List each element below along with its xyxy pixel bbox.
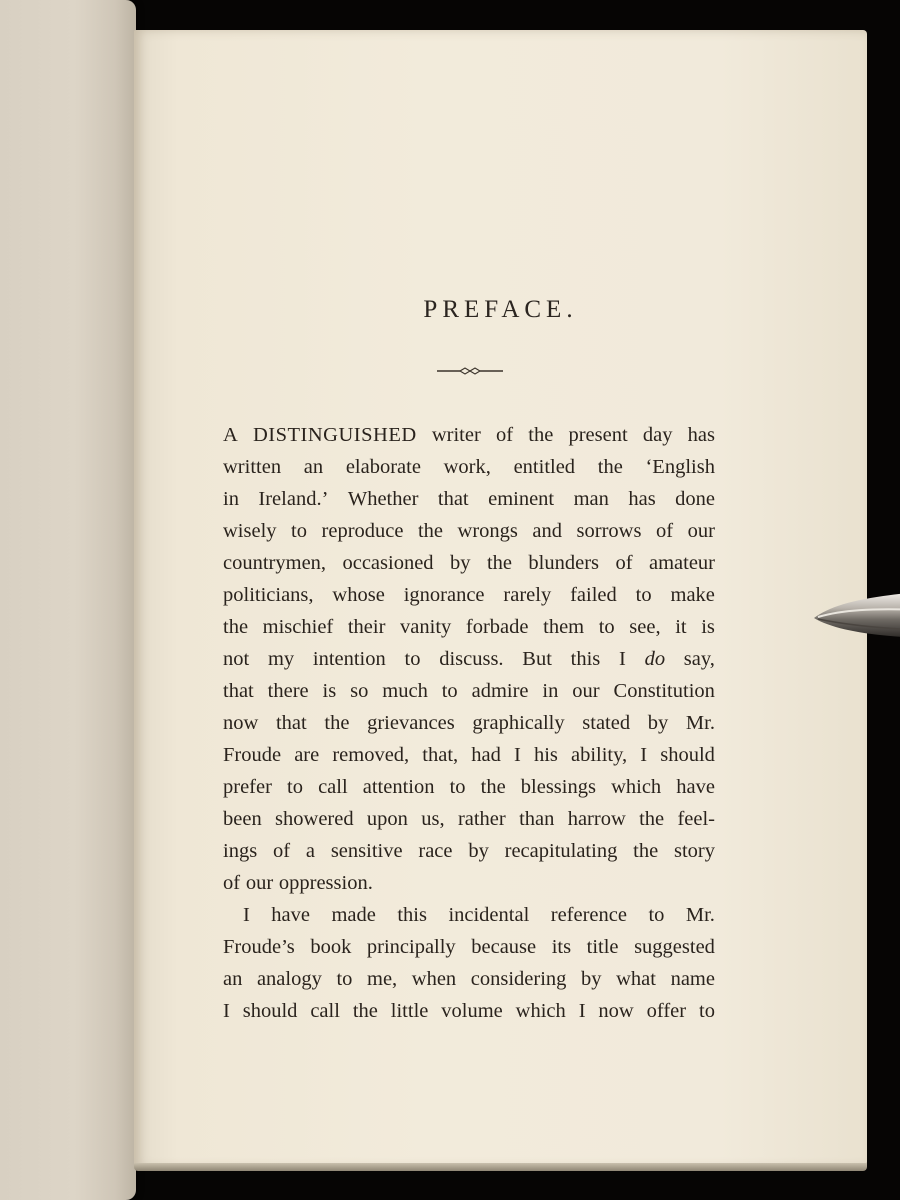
word: what	[616, 968, 656, 990]
word: politicians,	[223, 584, 314, 606]
text-line	[223, 611, 715, 643]
word: wrongs	[457, 520, 518, 542]
word: A	[223, 424, 238, 446]
word: removed,	[332, 744, 410, 766]
word: to	[336, 968, 353, 990]
word: But	[522, 648, 552, 670]
word: Constitution	[613, 680, 715, 702]
word: showered	[275, 808, 354, 830]
word: by	[468, 840, 489, 862]
word: Froude	[223, 744, 282, 766]
word: reference	[550, 904, 627, 926]
word: present	[568, 424, 628, 446]
word: of	[223, 872, 241, 894]
word: the	[486, 552, 512, 574]
word: blessings	[520, 776, 596, 798]
word: the	[324, 712, 350, 734]
word: intention	[312, 648, 386, 670]
word: the	[639, 808, 665, 830]
text-line	[223, 643, 715, 675]
word: forbade	[465, 616, 529, 638]
word: the	[633, 840, 659, 862]
word: ability,	[570, 744, 628, 766]
word: name	[670, 968, 715, 990]
word: which	[515, 1000, 566, 1022]
word: our	[245, 872, 274, 894]
word: done	[675, 488, 715, 510]
word: to	[291, 520, 307, 542]
word: the	[480, 776, 506, 798]
text-line	[223, 451, 715, 483]
word: discuss.	[439, 648, 504, 670]
word: an	[223, 968, 243, 990]
word: grievances	[367, 712, 455, 734]
word: race	[418, 840, 453, 862]
word: volume	[441, 1000, 503, 1022]
word: them	[543, 616, 585, 638]
word: see,	[629, 616, 661, 638]
word: Ireland.’	[258, 488, 329, 510]
word: an	[303, 456, 324, 478]
word: his	[533, 744, 558, 766]
word: that	[223, 680, 254, 702]
word: my	[267, 648, 295, 670]
word: and	[532, 520, 563, 542]
word: vanity	[400, 616, 452, 638]
word: admire	[471, 680, 529, 702]
text-line	[223, 547, 715, 579]
preface-text	[223, 419, 715, 1027]
word: man	[573, 488, 609, 510]
word: their	[347, 616, 386, 638]
word: mischief	[262, 616, 334, 638]
word: should	[242, 1000, 298, 1022]
word: ‘English	[645, 456, 715, 478]
word: the	[352, 1000, 378, 1022]
word: make	[670, 584, 715, 606]
word: title	[586, 936, 619, 958]
word: now	[223, 712, 259, 734]
word: oppression.	[278, 872, 373, 894]
page-clip-icon	[812, 590, 900, 642]
word: it	[675, 616, 687, 638]
word: reproduce	[321, 520, 404, 542]
word: work,	[443, 456, 491, 478]
word: because	[471, 936, 537, 958]
text-line	[223, 419, 715, 451]
word: whose	[332, 584, 385, 606]
text-line	[223, 675, 715, 707]
word: that	[437, 488, 469, 510]
word: not	[223, 648, 250, 670]
word: had	[471, 744, 501, 766]
word: I	[514, 744, 521, 766]
word: our	[572, 680, 600, 702]
book-cover-left	[0, 0, 136, 1200]
word: to	[441, 680, 458, 702]
word: Mr.	[685, 904, 715, 926]
word: is	[701, 616, 715, 638]
word: little	[390, 1000, 429, 1022]
word: me,	[367, 968, 398, 990]
text-line	[223, 835, 715, 867]
word: to	[449, 776, 466, 798]
word: a	[305, 840, 315, 862]
word: entitled	[513, 456, 576, 478]
word: this	[397, 904, 427, 926]
word: recapitulating	[504, 840, 618, 862]
text-line	[223, 771, 715, 803]
word: have	[271, 904, 310, 926]
word: blunders	[528, 552, 600, 574]
word: prefer	[223, 776, 272, 798]
word: considering	[470, 968, 567, 990]
word: I	[619, 648, 626, 670]
word: rarely	[503, 584, 552, 606]
word: are	[294, 744, 320, 766]
word: to	[635, 584, 652, 606]
word: ings	[223, 840, 258, 862]
word: I	[243, 904, 250, 926]
text-line	[223, 483, 715, 515]
word: Froude’s	[223, 936, 295, 958]
word: writer	[431, 424, 481, 446]
word: feel-	[677, 808, 715, 830]
text-line	[223, 899, 715, 931]
word: been	[223, 808, 262, 830]
word: book	[310, 936, 352, 958]
word: wisely	[223, 520, 277, 542]
word: by	[581, 968, 602, 990]
word: to	[648, 904, 665, 926]
word: eminent	[488, 488, 555, 510]
text-line	[223, 707, 715, 739]
word: to	[699, 1000, 715, 1022]
text-line	[223, 963, 715, 995]
word: to	[404, 648, 421, 670]
word: the	[528, 424, 554, 446]
word: sorrows	[576, 520, 642, 542]
word: call	[318, 776, 348, 798]
word: the	[223, 616, 249, 638]
text-line	[223, 515, 715, 547]
word: of	[655, 520, 674, 542]
word: Whether	[347, 488, 419, 510]
word: amateur	[648, 552, 715, 574]
word: day	[642, 424, 673, 446]
word: I	[223, 1000, 230, 1022]
word: that,	[422, 744, 459, 766]
word: of	[273, 840, 291, 862]
word: attention	[362, 776, 435, 798]
word: of	[615, 552, 633, 574]
word: occasioned	[342, 552, 434, 574]
word: call	[310, 1000, 340, 1022]
word: by	[450, 552, 471, 574]
word: suggested	[634, 936, 715, 958]
text-line	[223, 995, 715, 1027]
word: the	[417, 520, 444, 542]
word: to	[287, 776, 303, 798]
word: stated	[582, 712, 631, 734]
word: there	[267, 680, 309, 702]
word: so	[350, 680, 369, 702]
word: to	[598, 616, 615, 638]
word: say,	[683, 648, 715, 670]
page-edge	[134, 1163, 867, 1171]
word: I	[578, 1000, 586, 1022]
word: which	[611, 776, 662, 798]
page-title: PREFACE.	[423, 296, 578, 323]
word: DISTINGUISHED	[253, 424, 417, 446]
word: is	[322, 680, 337, 702]
text-line	[223, 867, 715, 899]
word: incidental	[448, 904, 530, 926]
word: rather	[457, 808, 506, 830]
word: offer	[646, 1000, 687, 1022]
word: should	[660, 744, 715, 766]
word: have	[676, 776, 715, 798]
word: analogy	[256, 968, 322, 990]
word: in	[223, 488, 239, 510]
word: the	[597, 456, 623, 478]
word: now	[598, 1000, 634, 1022]
word: harrow	[567, 808, 626, 830]
word: its	[551, 936, 572, 958]
text-line	[223, 803, 715, 835]
word: do	[644, 648, 666, 670]
text-line	[223, 739, 715, 771]
text-line	[223, 931, 715, 963]
word: Mr.	[685, 712, 715, 734]
ornamental-rule-icon	[435, 364, 505, 378]
word: written	[223, 456, 282, 478]
word: in	[542, 680, 559, 702]
word: story	[674, 840, 715, 862]
text-line	[223, 579, 715, 611]
word: failed	[570, 584, 617, 606]
word: upon	[366, 808, 408, 830]
word: us,	[421, 808, 445, 830]
word: has	[687, 424, 715, 446]
word: when	[411, 968, 457, 990]
word: elaborate	[345, 456, 421, 478]
word: sensitive	[330, 840, 403, 862]
word: principally	[366, 936, 456, 958]
word: by	[647, 712, 669, 734]
word: much	[382, 680, 428, 702]
word: ignorance	[403, 584, 485, 606]
word: than	[519, 808, 555, 830]
word: of	[495, 424, 514, 446]
word: that	[275, 712, 307, 734]
word: has	[628, 488, 656, 510]
word: I	[640, 744, 648, 766]
word: our	[687, 520, 715, 542]
word: countrymen,	[223, 552, 327, 574]
word: made	[331, 904, 376, 926]
word: graphically	[472, 712, 565, 734]
word: this	[570, 648, 601, 670]
